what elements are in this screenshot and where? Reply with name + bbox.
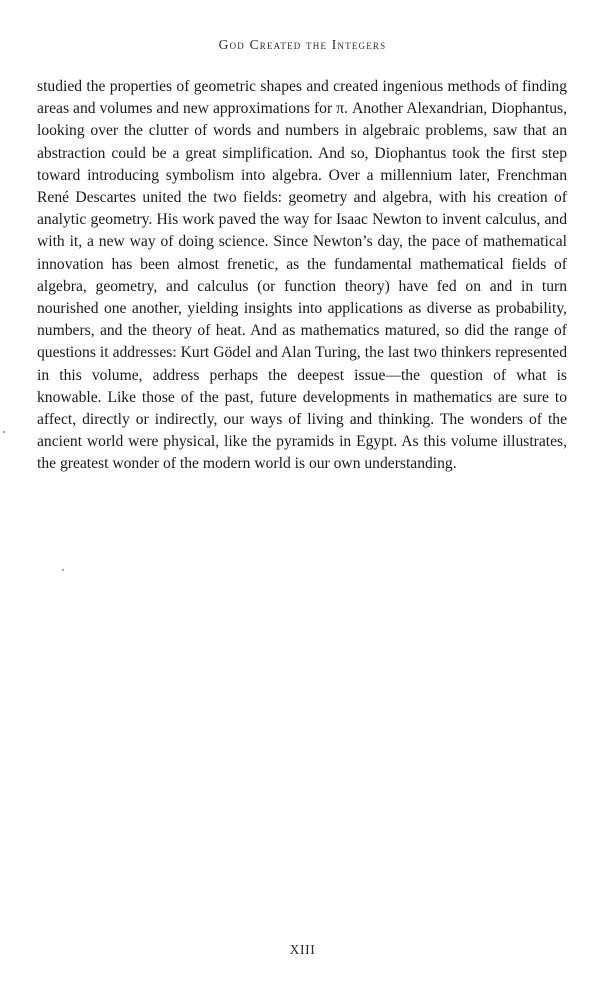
page-number: XIII: [289, 942, 316, 957]
scan-speck: [62, 569, 64, 571]
body-paragraph: studied the properties of geometric shapes and created ingenious methods of finding areas and volumes and new approximations for π. Another Alexandrian, Diophantus, looking over the clutter of words and numbers in algebraic problems, saw that an abstraction could be a great simplification. And so, Diophantus took the first step toward introducing symbolism into algebra. Over a millennium later, Frenchman René Descartes united the two fields: geometry and algebra, with his creation of analytic geometry. His work paved the way for Isaac Newton to invent calculus, and with it, a new way of doing science. Since Newton’s day, the pace of mathematical innovation has been almost frenetic, as the fundamental mathematical fields of algebra, geometry, and calculus (or function theory) have fed on and in turn nourished one another, yielding insights into applications as diverse as probability, numbers, and the theory of heat. And as mathematics matured, so did the range of questions it addresses: Kurt Gödel and Alan Turing, the last two thinkers represented in this volume, address perhaps the deepest issue—the question of what is knowable. Like those of the past, future developments in mathematics are sure to affect, directly or indirectly, our ways of living and thinking. The wonders of the ancient world were physical, like the pyramids in Egypt. As this volume illustrates, the greatest wonder of the modern world is our own understanding.: [37, 78, 567, 473]
scan-speck: [3, 431, 5, 433]
running-header: God Created the Integers: [218, 37, 387, 52]
